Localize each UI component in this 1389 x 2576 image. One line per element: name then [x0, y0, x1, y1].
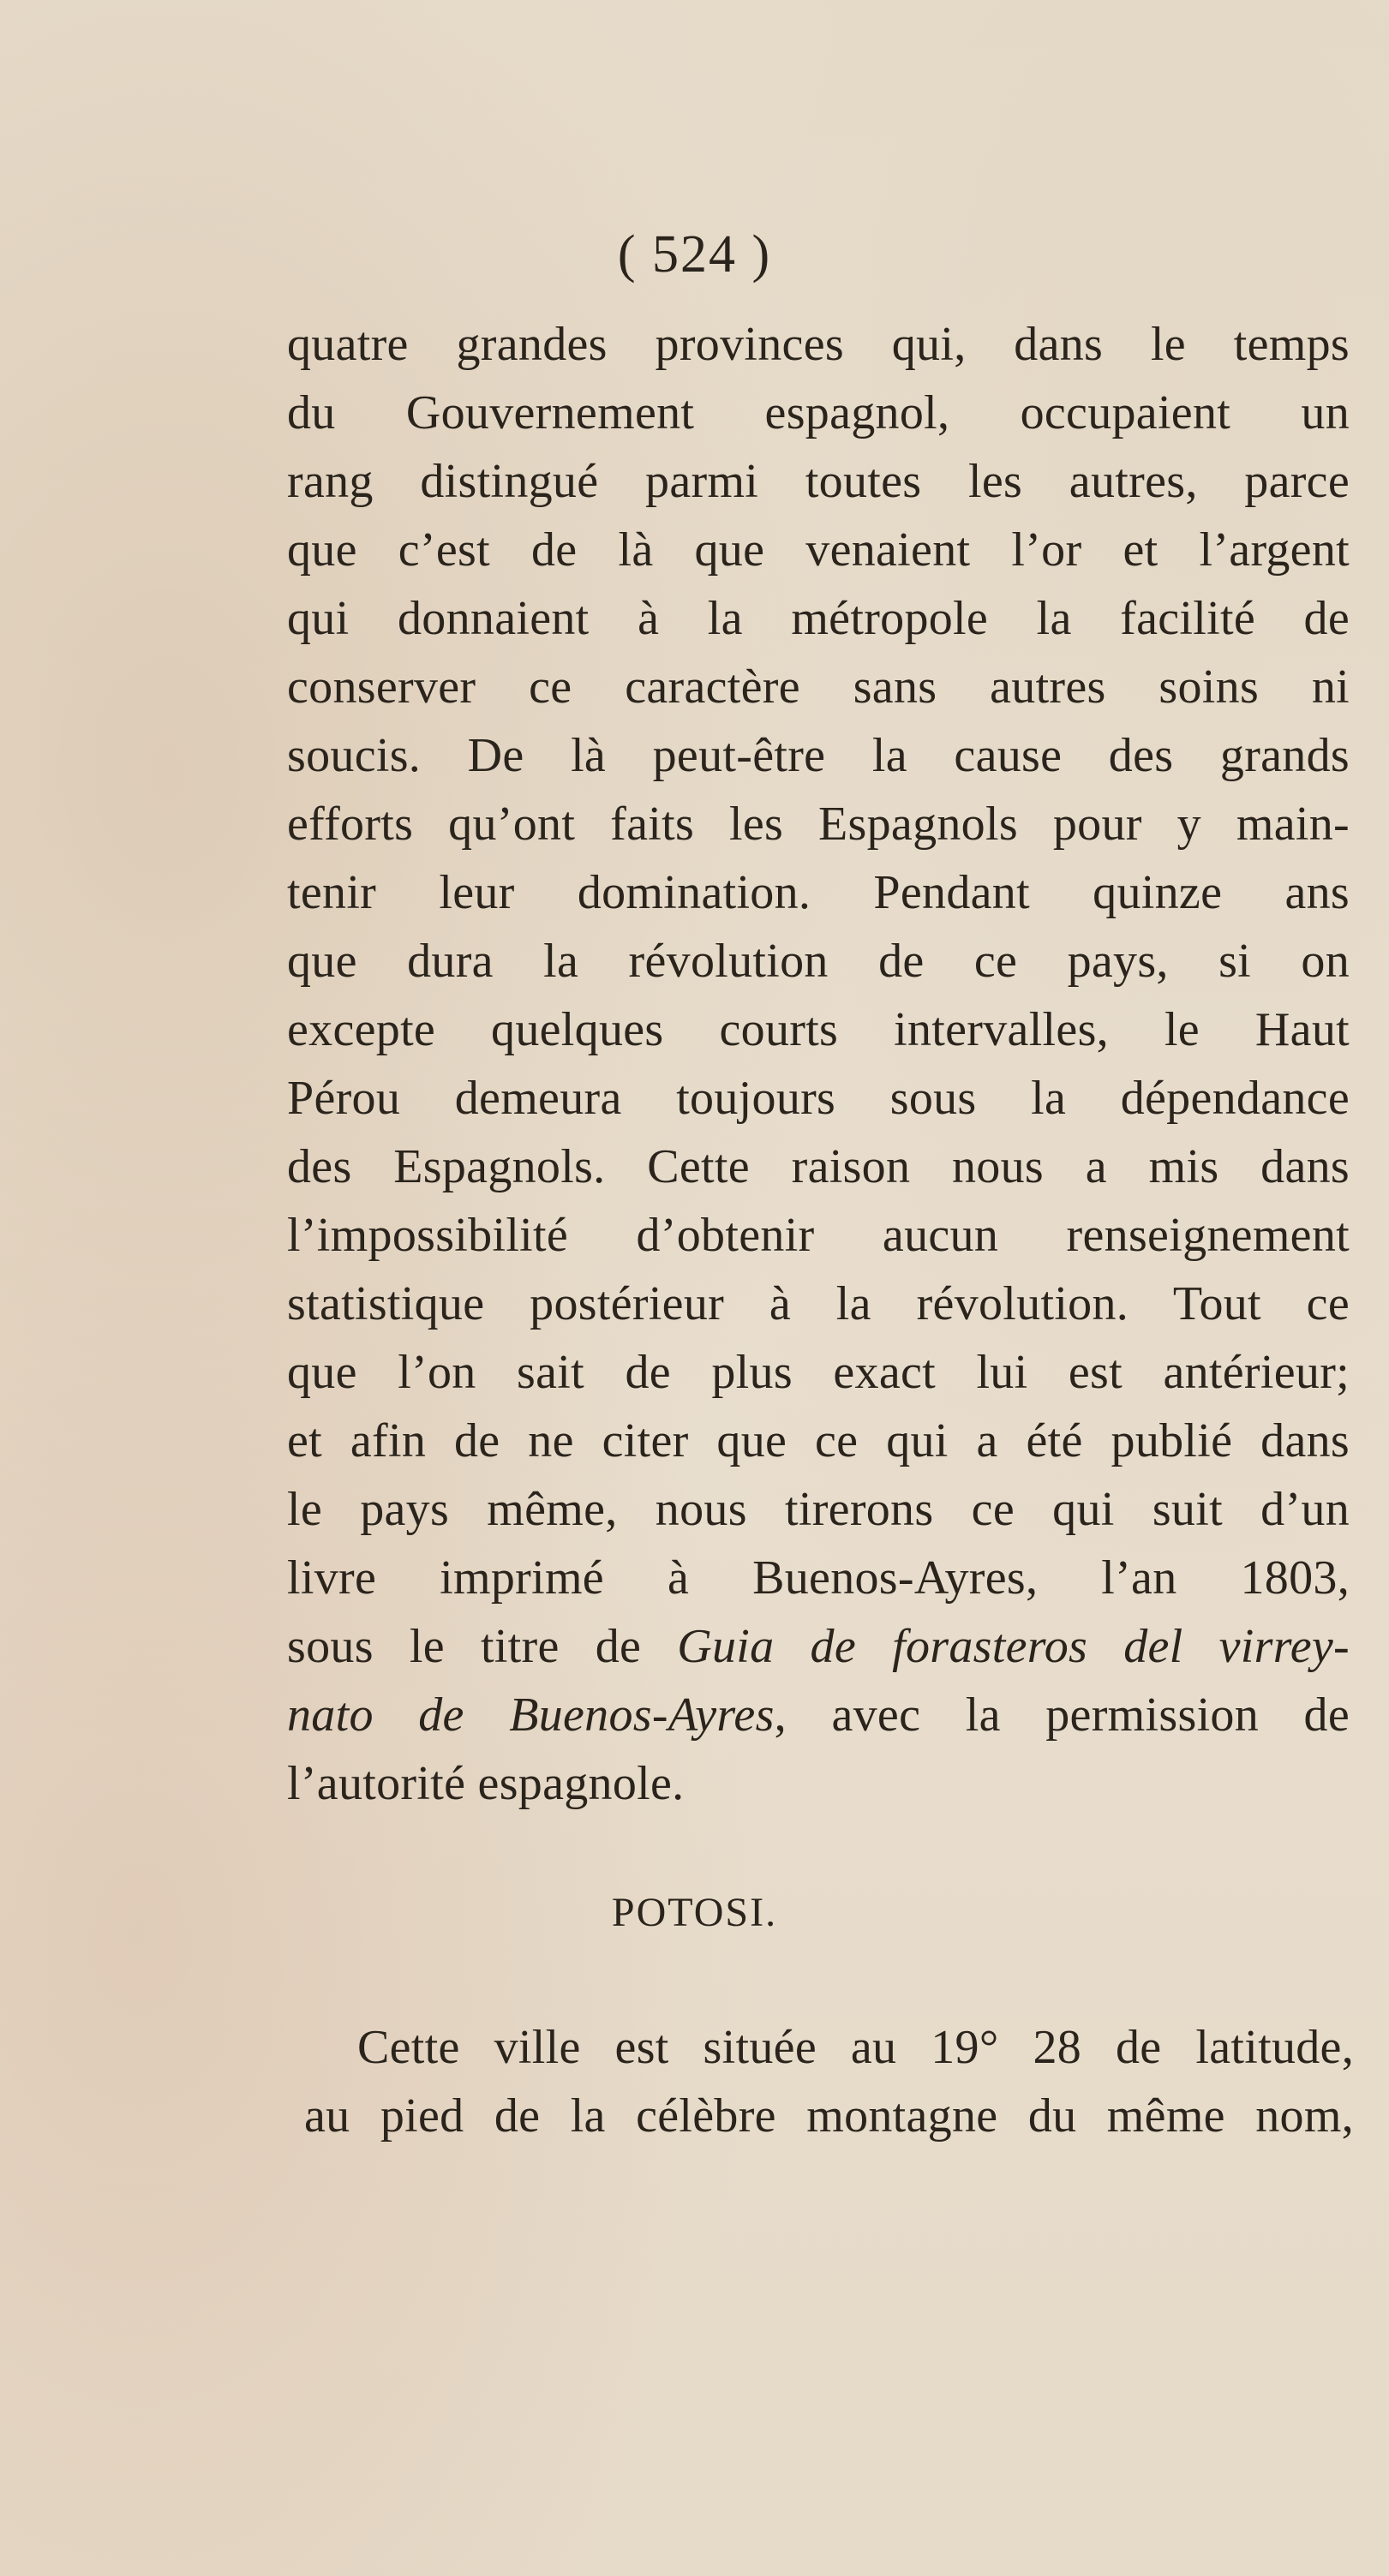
text-line: Pérou demeura toujours sous la dépendance: [287, 1072, 1350, 1125]
text-line: et afin de ne citer que ce qui a été publié dans: [287, 1414, 1350, 1467]
text-line: des Espagnols. Cette raison nous a mis dans: [287, 1140, 1350, 1193]
text-line: qui donnaient à la métropole la facilité de: [287, 592, 1350, 645]
text-line: quatre grandes provinces qui, dans le temps: [287, 318, 1350, 371]
text-line: excepte quelques courts intervalles, le Haut: [287, 1003, 1350, 1056]
text-line: soucis. De là peut-être la cause des grands: [287, 729, 1350, 782]
text-line: rang distingué parmi toutes les autres, parce: [287, 455, 1350, 508]
text-line: l’autorité espagnole.: [287, 1757, 685, 1810]
section-heading: POTOSI.: [611, 1890, 778, 1935]
text-line: livre imprimé à Buenos-Ayres, l’an 1803,: [287, 1551, 1350, 1605]
text-line: statistique postérieur à la révolution. Tout ce: [287, 1277, 1350, 1330]
book-title-part-1: Guia de forasteros del virrey-: [677, 1620, 1350, 1673]
paragraph-main: [287, 310, 1350, 1818]
line-suffix: , avec la permission de: [774, 1688, 1350, 1742]
text-line: que dura la révolution de ce pays, si on: [287, 935, 1350, 988]
text-line: au pied de la célèbre montagne du même nom,: [304, 2089, 1354, 2143]
book-title-part-2: nato de Buenos-Ayres: [287, 1688, 775, 1742]
text-line: du Gouvernement espagnol, occupaient un: [287, 386, 1350, 439]
text-line: efforts qu’ont faits les Espagnols pour y main-: [287, 798, 1350, 851]
line-prefix: sous le titre de: [287, 1620, 678, 1673]
text-line: Cette ville est située au 19° 28 de latitude,: [357, 2021, 1354, 2074]
page-number: ( 524 ): [617, 225, 772, 284]
text-line-with-title: [287, 1681, 1350, 1749]
text-line: que c’est de là que venaient l’or et l’argent: [287, 523, 1350, 577]
text-line: conserver ce caractère sans autres soins ni: [287, 660, 1350, 714]
text-line: que l’on sait de plus exact lui est antérieur;: [287, 1346, 1350, 1399]
text-line: l’impossibilité d’obtenir aucun renseignement: [287, 1209, 1350, 1262]
text-line: tenir leur domination. Pendant quinze ans: [287, 866, 1350, 919]
text-line: le pays même, nous tirerons ce qui suit d’un: [287, 1483, 1350, 1536]
text-line-with-title: [287, 1612, 1350, 1681]
paragraph-potosi: [304, 2013, 1354, 2150]
